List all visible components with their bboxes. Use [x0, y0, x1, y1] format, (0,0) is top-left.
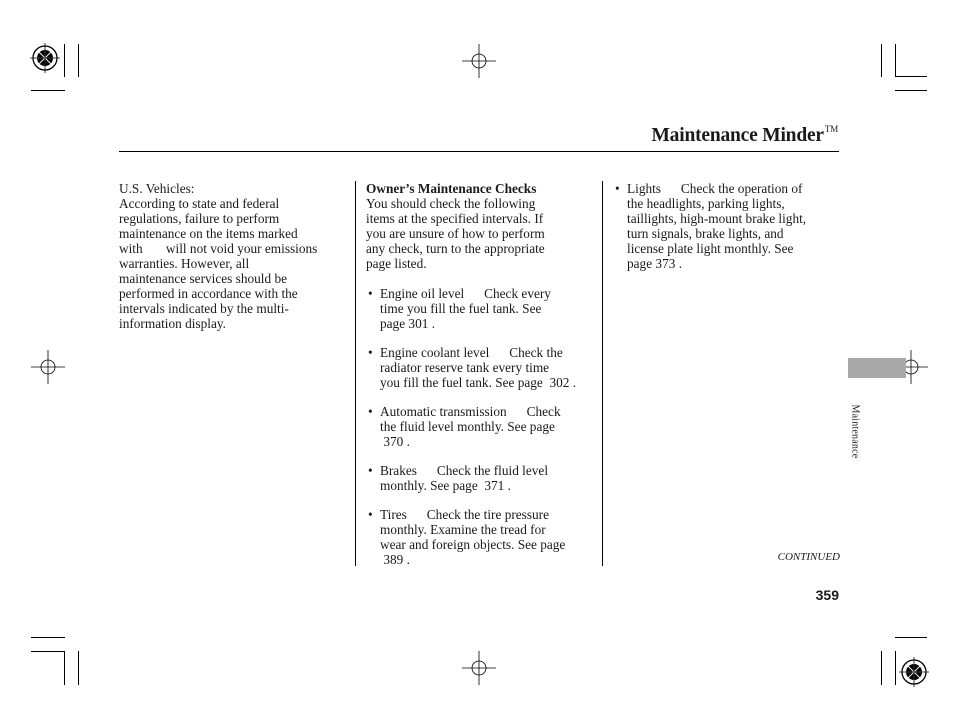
page-number: 359 [815, 587, 839, 603]
text-line: Lights Check the operation of [627, 181, 803, 196]
text-line: Engine oil level Check every [380, 286, 551, 301]
page-title-text: Maintenance Minder [651, 125, 824, 146]
text-line: Brakes Check the fluid level [380, 463, 549, 478]
text-line: page listed. [366, 256, 427, 271]
text-line: time you fill the fuel tank. See [380, 301, 542, 316]
header-rule [119, 151, 839, 152]
text-line: information display. [119, 316, 226, 331]
text-line: Automatic transmission Check [380, 404, 561, 419]
text-line: you fill the fuel tank. See page 302 . [380, 375, 577, 390]
text-line: maintenance on the items marked [119, 226, 298, 241]
text-line: wear and foreign objects. See page [380, 537, 566, 552]
section-tab [848, 358, 906, 378]
text-line: warranties. However, all [119, 256, 250, 271]
text-line: intervals indicated by the multi- [119, 301, 289, 316]
text-line: items at the specified intervals. If [366, 211, 544, 226]
section-heading: Owner’s Maintenance Checks [366, 181, 537, 196]
list-item-engine-oil [366, 286, 576, 331]
bullet-icon: • [368, 463, 373, 478]
text-line: You should check the following [366, 196, 536, 211]
bullet-icon: • [368, 507, 373, 522]
continued-label: CONTINUED [777, 551, 840, 563]
text-line: radiator reserve tank every time [380, 360, 550, 375]
section-tab-label: Maintenance [849, 404, 861, 459]
column-lights [613, 181, 806, 271]
text-line: any check, turn to the appropriate [366, 241, 545, 256]
crosshair-icon [31, 350, 65, 384]
text-line: you are unsure of how to perform [366, 226, 545, 241]
list-item-lights [613, 181, 806, 271]
trademark-mark: TM [824, 124, 838, 134]
crosshair-icon [462, 651, 496, 685]
text-line: page 301 . [380, 316, 436, 331]
list-item-engine-coolant [366, 345, 576, 390]
list-item-automatic-transmission [366, 404, 576, 449]
text-line: According to state and federal [119, 196, 280, 211]
list-item-tires [366, 507, 576, 567]
registration-target-icon [30, 43, 60, 73]
text-line: Tires Check the tire pressure [380, 507, 550, 522]
page-title [651, 124, 838, 147]
text-line: taillights, high-mount brake light, [627, 211, 807, 226]
column-us-vehicles [119, 181, 317, 331]
text-line: 370 . [380, 434, 410, 449]
text-line: regulations, failure to perform [119, 211, 280, 226]
registration-target-icon [899, 657, 929, 687]
bullet-icon: • [368, 286, 373, 301]
text-line: monthly. See page 371 . [380, 478, 511, 493]
column-divider [602, 181, 603, 566]
text-line: 389 . [380, 552, 410, 567]
list-item-brakes [366, 463, 576, 493]
text-line: page 373 . [627, 256, 683, 271]
text-line: Engine coolant level Check the [380, 345, 563, 360]
crosshair-icon [462, 44, 496, 78]
text-line: turn signals, brake lights, and [627, 226, 784, 241]
text-line: the headlights, parking lights, [627, 196, 785, 211]
text-line: performed in accordance with the [119, 286, 298, 301]
text-line: monthly. Examine the tread for [380, 522, 546, 537]
text-line: U.S. Vehicles: [119, 181, 195, 196]
bullet-icon: • [615, 181, 620, 196]
column-divider [355, 181, 356, 566]
bullet-icon: • [368, 345, 373, 360]
column-owner-checks [366, 181, 576, 567]
text-line: license plate light monthly. See [627, 241, 794, 256]
text-line: maintenance services should be [119, 271, 287, 286]
text-line: the fluid level monthly. See page [380, 419, 555, 434]
text-line: with will not void your emissions [119, 241, 318, 256]
bullet-icon: • [368, 404, 373, 419]
